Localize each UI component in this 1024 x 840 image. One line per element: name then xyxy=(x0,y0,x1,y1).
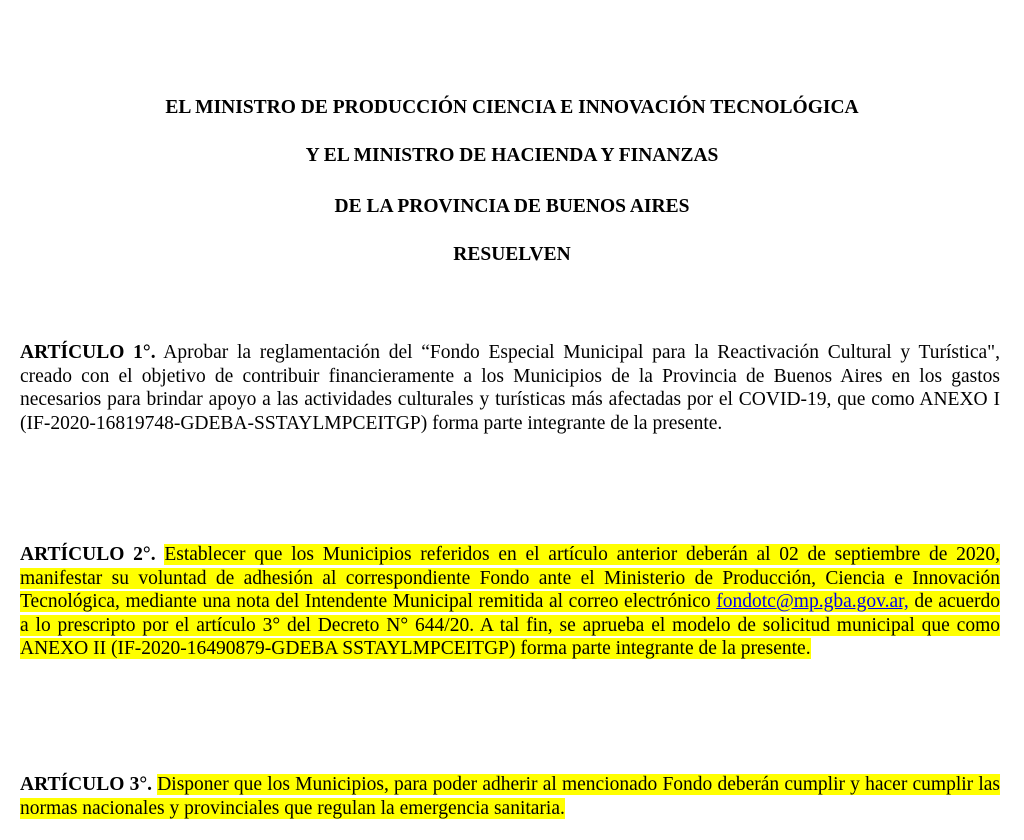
article-1-label: ARTÍCULO 1°. xyxy=(20,342,156,363)
article-1 xyxy=(20,341,1000,435)
header-line-3: DE LA PROVINCIA DE BUENOS AIRES xyxy=(334,196,690,217)
article-3-label: ARTÍCULO 3°. xyxy=(20,774,153,795)
article-2-label: ARTÍCULO 2°. xyxy=(20,544,156,565)
email-link[interactable]: fondotc@mp.gba.gov.ar, xyxy=(716,591,909,612)
header-line-2: Y EL MINISTRO DE HACIENDA Y FINANZAS xyxy=(305,145,719,166)
article-2-text-after-link: de acuerdo a lo prescripto por el artículo 3° del Decreto N° 644/20. A tal fin, se aprueba el modelo de solicitud municipal que como ANEXO II (IF-2020-16490879-GDEBA SSTAYLMPCEITGP) forma parte integrante de la presente. xyxy=(20,591,1001,659)
article-2-text-before-link: Establecer que los Municipios referidos en el artículo anterior deberán al 02 de septiembre de 2020, manifestar su voluntad de adhesión al correspondiente Fondo ante el Ministerio de Producción, Ciencia e Innovación Tecnológica, mediante una nota del Intendente Municipal remitida al correo electrónico xyxy=(20,544,1000,612)
header-line-4: RESUELVEN xyxy=(453,244,571,265)
article-2 xyxy=(20,543,1000,661)
article-1-text: Aprobar la reglamentación del “Fondo Especial Municipal para la Reactivación Cultural y Turística", creado con el objetivo de contribuir financieramente a los Municipios de la Provincia de Buenos Aires en los gastos necesarios para brindar apoyo a las actividades culturales y turísticas más afectadas por el COVID-19, que como ANEXO I (IF-2020-16819748-GDEBA-SSTAYLMPCEITGP) forma parte integrante de la presente. xyxy=(20,342,1000,434)
header-line-1: EL MINISTRO DE PRODUCCIÓN CIENCIA E INNOVACIÓN TECNOLÓGICA xyxy=(165,97,859,118)
article-3-text: Disponer que los Municipios, para poder adherir al mencionado Fondo deberán cumplir y hacer cumplir las normas nacionales y provinciales que regulan la emergencia sanitaria. xyxy=(20,774,1000,819)
article-3 xyxy=(20,773,1000,820)
